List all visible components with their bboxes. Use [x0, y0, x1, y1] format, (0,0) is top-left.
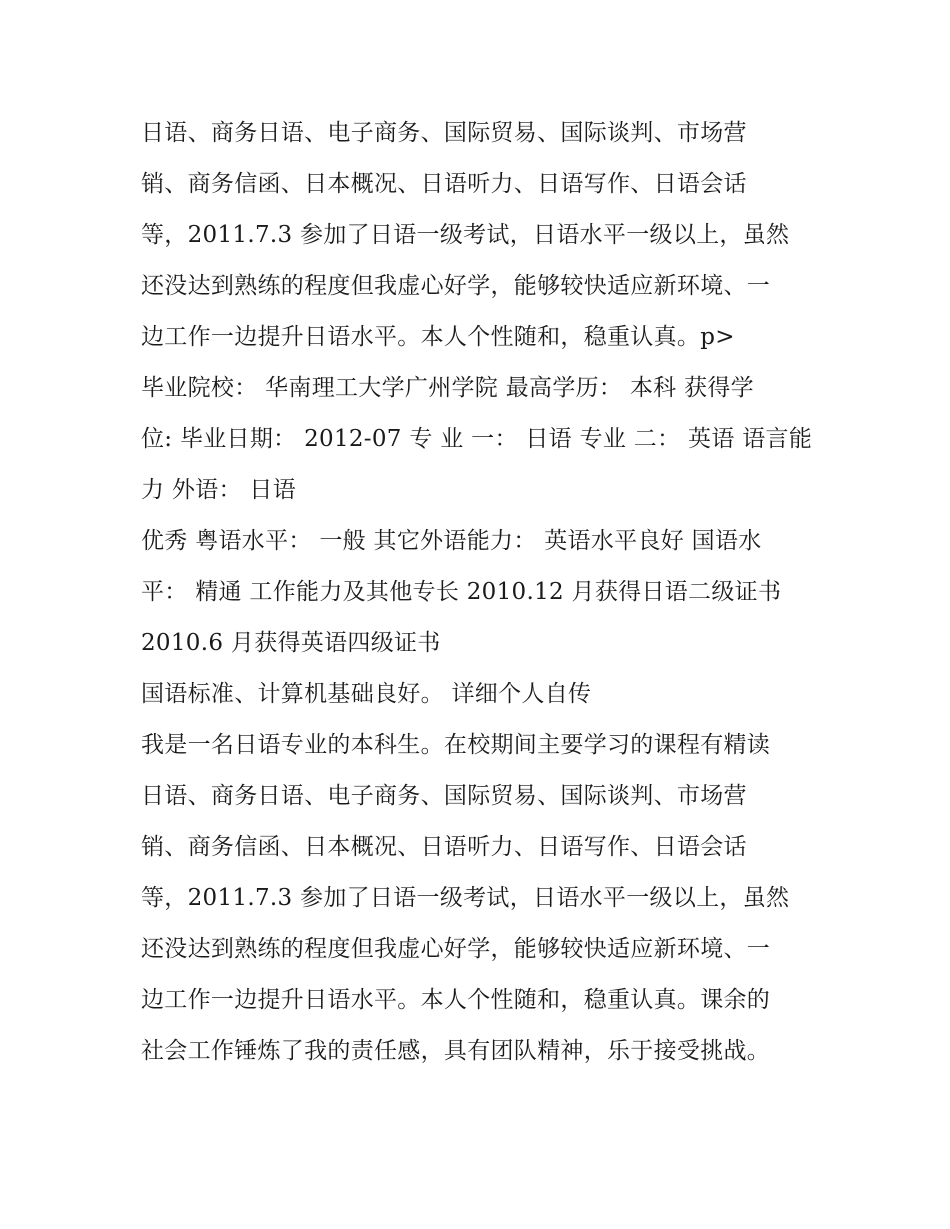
text-line: 边工作一边提升日语水平。本人个性随和，稳重认真。课余的 [141, 987, 771, 1013]
text-line: 优秀 粤语水平： 一般 其它外语能力： 英语水平良好 国语水 [141, 528, 762, 554]
text-line: 平： 精通 工作能力及其他专长 2010.12 月获得日语二级证书 [141, 579, 782, 605]
text-line: 还没达到熟练的程度但我虚心好学，能够较快适应新环境、一 [141, 273, 771, 299]
text-line: 社会工作锤炼了我的责任感，具有团队精神，乐于接受挑战。 [141, 1038, 771, 1064]
text-line: 日语、商务日语、电子商务、国际贸易、国际谈判、市场营 [141, 120, 747, 146]
text-line: 日语、商务日语、电子商务、国际贸易、国际谈判、市场营 [141, 783, 747, 809]
text-line: 毕业院校： 华南理工大学广州学院 最高学历： 本科 获得学 [141, 375, 754, 401]
text-line: 销、商务信函、日本概况、日语听力、日语写作、日语会话 [141, 171, 747, 197]
text-line: 位: 毕业日期： 2012-07 专 业 一： 日语 专业 二： 英语 语言能 [141, 426, 813, 452]
text-line: 我是一名日语专业的本科生。在校期间主要学习的课程有精读 [141, 732, 771, 758]
text-line: 边工作一边提升日语水平。本人个性随和，稳重认真。p> [141, 324, 735, 350]
text-line: 还没达到熟练的程度但我虚心好学，能够较快适应新环境、一 [141, 936, 771, 962]
text-line: 等，2011.7.3 参加了日语一级考试，日语水平一级以上，虽然 [141, 222, 790, 248]
document-body [141, 108, 821, 1077]
text-line: 销、商务信函、日本概况、日语听力、日语写作、日语会话 [141, 834, 747, 860]
text-line: 力 外语： 日语 [141, 477, 297, 503]
text-line: 国语标准、计算机基础良好。 详细个人自传 [141, 681, 592, 707]
text-line: 2010.6 月获得英语四级证书 [141, 630, 441, 656]
text-line: 等，2011.7.3 参加了日语一级考试，日语水平一级以上，虽然 [141, 885, 790, 911]
